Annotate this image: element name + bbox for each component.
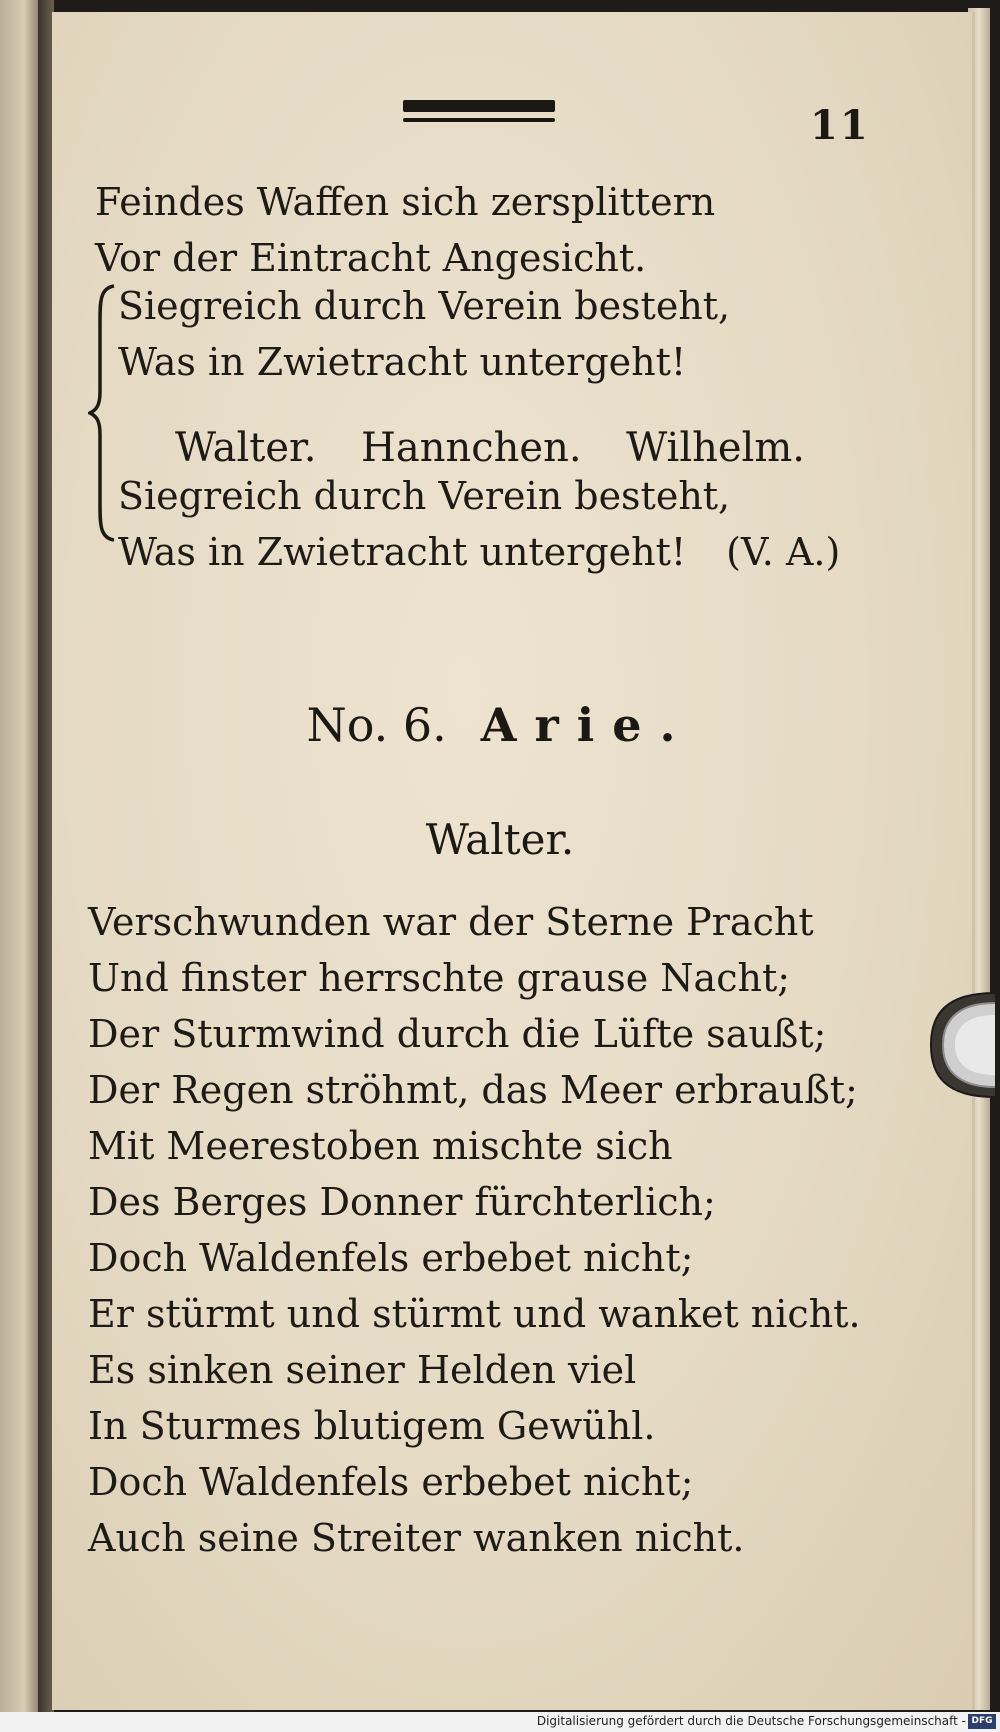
header-rule-thin (403, 118, 555, 122)
aria-number: No. 6. (306, 698, 447, 752)
verse-line: Es sinken seiner Helden viel (88, 1348, 637, 1392)
chorus-2 (118, 468, 840, 580)
speaker-name: Walter. (175, 425, 317, 471)
verse-line: Vor der Eintracht Angesicht. (95, 236, 647, 280)
speaker-name: Hannchen. (361, 425, 582, 471)
singer-name: Walter. (425, 815, 575, 864)
aria-heading (0, 698, 1000, 752)
verse-line: Und finster herrschte grause Nacht; (88, 956, 791, 1000)
aria-title: Arie. (480, 698, 694, 752)
verse-line: Mit Meerestoben mischte sich (88, 1124, 673, 1168)
verse-line: Auch seine Streiter wanken nicht. (88, 1516, 745, 1560)
footer-credit: Digitalisierung gefördert durch die Deutsche Forschungsgemeinschaft - (536, 1714, 966, 1728)
verse-line: Der Sturmwind durch die Lüfte saußt; (88, 1012, 827, 1056)
verse-line: Doch Waldenfels erbebet nicht; (88, 1460, 694, 1504)
verse-line (118, 524, 840, 580)
verse-line: Der Regen ströhmt, das Meer erbraußt; (88, 1068, 858, 1112)
verse-line: Was in Zwietracht untergeht! (118, 340, 687, 384)
verse-line: Des Berges Donner fürchterlich; (88, 1180, 716, 1224)
verse-text: Was in Zwietracht untergeht! (118, 530, 687, 574)
verse-line: Doch Waldenfels erbebet nicht; (88, 1236, 694, 1280)
page-number: 11 (810, 102, 870, 149)
chorus-brace (88, 282, 118, 544)
top-verse (95, 174, 715, 286)
verse-line: Siegreich durch Verein besteht, (118, 474, 731, 518)
header-rule (403, 100, 555, 112)
verse-line: Verschwunden war der Sterne Pracht (88, 900, 814, 944)
verse-line: Er stürmt und stürmt und wanket nicht. (88, 1292, 861, 1336)
speaker-name: Wilhelm. (626, 425, 805, 471)
stage-reference: (V. A.) (726, 530, 841, 574)
aria-verse (88, 894, 861, 1566)
verse-line: Feindes Waffen sich zersplittern (95, 180, 716, 224)
verse-line: Siegreich durch Verein besteht, (118, 284, 731, 328)
verse-line: In Sturmes blutigem Gewühl. (88, 1404, 656, 1448)
chorus-1 (118, 278, 730, 390)
book-clip (925, 985, 995, 1105)
dfg-logo: DFG (968, 1714, 996, 1729)
